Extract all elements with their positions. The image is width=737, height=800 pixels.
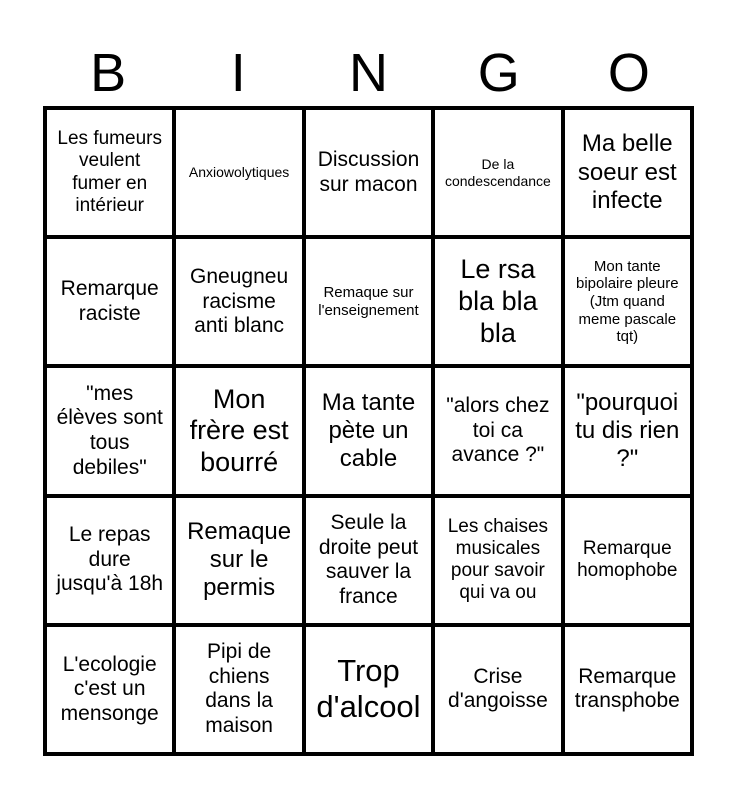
bingo-cell[interactable]: Remarque homophobe: [563, 496, 692, 625]
bingo-cell[interactable]: Mon tante bipolaire pleure (Jtm quand meme pascale tqt): [563, 237, 692, 366]
bingo-cell[interactable]: "pourquoi tu dis rien ?": [563, 366, 692, 495]
bingo-cell[interactable]: Anxiowolytiques: [174, 108, 303, 237]
bingo-cell[interactable]: Remaque sur l'enseignement: [304, 237, 433, 366]
bingo-cell[interactable]: Remarque raciste: [45, 237, 174, 366]
bingo-cell[interactable]: Gneugneu racisme anti blanc: [174, 237, 303, 366]
bingo-header: [43, 40, 694, 106]
bingo-cell[interactable]: Ma belle soeur est infecte: [563, 108, 692, 237]
bingo-cell[interactable]: Les chaises musicales pour savoir qui va ou: [433, 496, 562, 625]
bingo-cell[interactable]: "alors chez toi ca avance ?": [433, 366, 562, 495]
header-letter-b: B: [90, 43, 127, 103]
bingo-cell[interactable]: Remaque sur le permis: [174, 496, 303, 625]
bingo-cell[interactable]: Crise d'angoisse: [433, 625, 562, 754]
header-letter-o: O: [607, 43, 650, 103]
bingo-cell[interactable]: Le repas dure jusqu'à 18h: [45, 496, 174, 625]
bingo-cell[interactable]: Le rsa bla bla bla: [433, 237, 562, 366]
bingo-cell[interactable]: L'ecologie c'est un mensonge: [45, 625, 174, 754]
bingo-cell[interactable]: Seule la droite peut sauver la france: [304, 496, 433, 625]
bingo-cell[interactable]: De la condescendance: [433, 108, 562, 237]
bingo-cell[interactable]: Trop d'alcool: [304, 625, 433, 754]
bingo-grid: [43, 106, 694, 756]
bingo-cell[interactable]: Remarque transphobe: [563, 625, 692, 754]
bingo-cell[interactable]: Discussion sur macon: [304, 108, 433, 237]
bingo-cell[interactable]: Mon frère est bourré: [174, 366, 303, 495]
header-letter-g: G: [477, 43, 520, 103]
bingo-cell[interactable]: Ma tante pète un cable: [304, 366, 433, 495]
header-letter-n: N: [348, 43, 388, 103]
bingo-cell[interactable]: Pipi de chiens dans la maison: [174, 625, 303, 754]
bingo-cell[interactable]: "mes élèves sont tous debiles": [45, 366, 174, 495]
header-letter-i: I: [230, 43, 246, 103]
bingo-cell[interactable]: Les fumeurs veulent fumer en intérieur: [45, 108, 174, 237]
